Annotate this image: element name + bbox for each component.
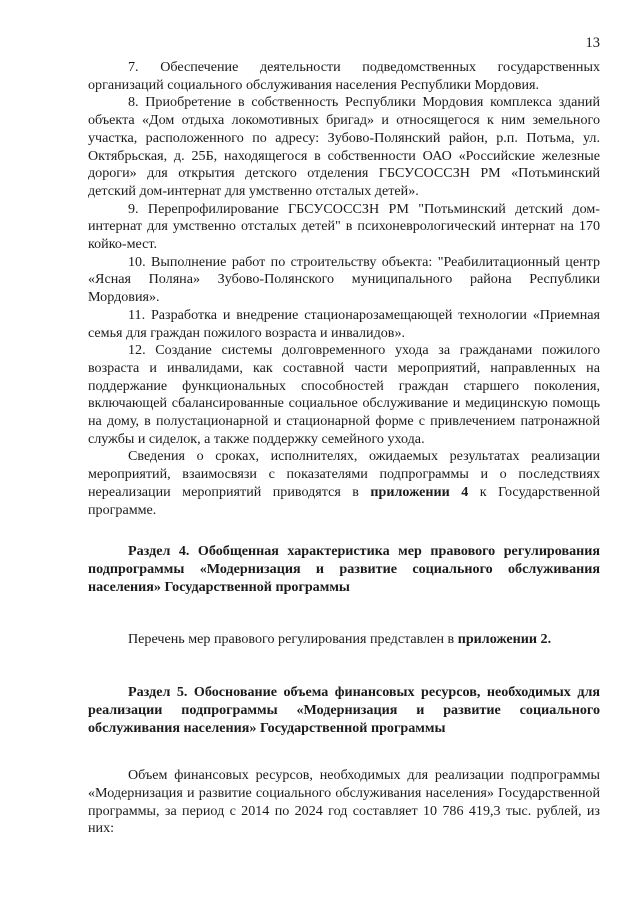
summary-text-before: Сведения о сроках, исполнителях, ожидаемых результатах реализации мероприятий, взаимосвязи с показателями подпрограммы и о последствиях нереализации мероприятий приводятся в [88, 448, 600, 500]
section-5-text: Объем финансовых ресурсов, необходимых для реализации подпрограммы «Модернизация и развитие социального обслуживания населения» Государственной программы, за период с 2014 по 2024 год составляет 10 786 419,3 тыс. рублей, из них: [88, 767, 600, 837]
list-item-8: 8. Приобретение в собственность Республики Мордовия комплекса зданий объекта «Дом отдыха локомотивных бригад» и относящегося к ним земельного участка, расположенного по адресу: Зубово-Полянский район, р.п. Потьма, ул. Октябрьская, д. 25Б, находящегося в собственности ОАО «Российские железные дороги» для открытия детского отделения ГБСУСОССЗН РМ «Потьминский детский дом-интернат для умственно отсталых детей». [88, 94, 600, 199]
summary-text-after: к Государственной программе. [88, 483, 601, 518]
section-5-heading: Раздел 5. Обоснование объема финансовых ресурсов, необходимых для реализации подпрограммы «Модернизация и развитие социального обслуживания населения» Государственной программы [88, 684, 600, 736]
section-4-text-before: Перечень мер правового регулирования представлен в [128, 631, 458, 648]
summary-appendix-reference: приложении 4 [370, 483, 469, 500]
list-item-7: 7. Обеспечение деятельности подведомственных государственных организаций социального обслуживания населения Республики Мордовия. [88, 59, 600, 93]
document-body [88, 59, 600, 838]
summary-paragraph [88, 448, 600, 519]
list-item-11: 11. Разработка и внедрение стационарозамещающей технологии «Приемная семья для граждан пожилого возраста и инвалидов». [88, 306, 600, 341]
list-item-10: 10. Выполнение работ по строительству объекта: "Реабилитационный центр «Ясная Поляна» Зубово-Полянского муниципального района Республики Мордовия». [88, 253, 600, 306]
section-4-appendix-reference: приложении 2. [457, 631, 552, 648]
section-4-text [88, 631, 600, 649]
section-4-heading: Раздел 4. Обобщенная характеристика мер правового регулирования подпрограммы «Модернизация и развитие социального обслуживания населения» Государственной программы [88, 543, 600, 595]
list-item-12: 12. Создание системы долговременного ухода за гражданами пожилого возраста и инвалидами, как составной части мероприятий, направленных на поддержание функциональных способностей граждан старшего поколения, включающей сбалансированные социальное обслуживание и медицинскую помощь на дому, в полустационарной и стационарной форме с привлечением патронажной службы и сиделок, а также поддержку семейного ухода. [88, 342, 600, 447]
page-number: 13 [585, 35, 600, 51]
list-item-9: 9. Перепрофилирование ГБСУСОССЗН РМ "Потьминский детский дом-интернат для умственно отсталых детей" в психоневрологический интернат на 170 койко-мест. [88, 200, 600, 253]
